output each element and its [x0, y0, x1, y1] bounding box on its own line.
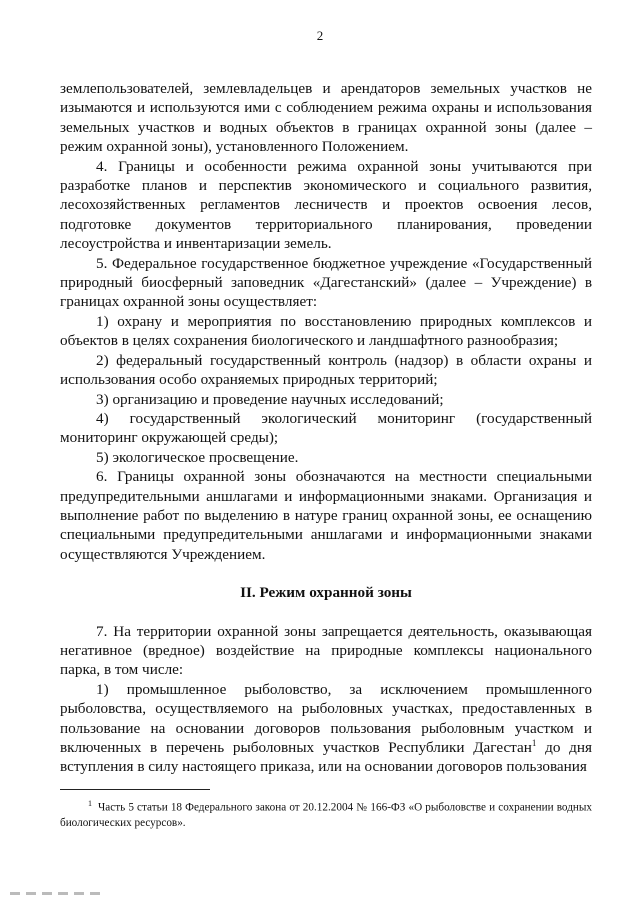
paragraph: 5. Федеральное государственное бюджетное учреждение «Государственный природный биосферный заповедник «Дагестанский» (далее – Учреждение) в границах охранной зоны осуществляет:	[60, 254, 592, 311]
list-item: 4) государственный экологический мониторинг (государственный мониторинг окружающей среды);	[60, 409, 592, 447]
list-item	[60, 680, 592, 777]
paragraph: 4. Границы и особенности режима охранной зоны учитываются при разработке планов и перспектив экономического и социального развития, лесохозяйственных регламентов лесничеств и проектов освоения лесов, подготовке документов территориального планирования, проведении лесоустройства и инвентаризации земель.	[60, 157, 592, 253]
list-item: 3) организацию и проведение научных исследований;	[96, 390, 444, 408]
paragraph: землепользователей, землевладельцев и арендаторов земельных участков не изымаются и используются ими с соблюдением режима охраны и использования земельных участков и водных объектов в границах охранной зоны (далее – режим охранной зоны), установленного Положением.	[60, 80, 592, 156]
footnote	[60, 796, 592, 831]
footnote-text: Часть 5 статьи 18 Федерального закона от 20.12.2004 № 166-ФЗ «О рыболовстве и сохранении водных биологических ресурсов».	[60, 801, 592, 829]
list-item-text: 1) промышленное рыболовство, за исключением промышленного рыболовства, осуществляемого на рыболовных участках, предоставленных в пользование на основании договоров пользования рыболовным участком и включенных в перечень рыболовных участков Республики Дагестан	[60, 680, 592, 756]
scan-artifact	[10, 892, 100, 895]
footnote-mark: 1	[88, 799, 92, 808]
section-title: II. Режим охранной зоны	[240, 584, 412, 602]
body-text	[60, 79, 592, 777]
footnote-separator	[60, 789, 210, 790]
page-number: 2	[316, 28, 324, 43]
list-item: 5) экологическое просвещение.	[96, 448, 299, 466]
paragraph: 6. Границы охранной зоны обозначаются на местности специальными предупредительными аншлагами и информационными знаками. Организация и выполнение работ по выделению в натуре границ охранной зоны, ее оснащению специальными предупредительными аншлагами и информационными знаками осуществляются Учреждением.	[60, 468, 592, 563]
footnote-reference[interactable]: 1	[531, 737, 537, 748]
list-item-text-continued: до дня вступления в силу настоящего приказа, или на основании договоров пользования	[60, 739, 592, 776]
paragraph: 7. На территории охранной зоны запрещается деятельность, оказывающая негативное (вредное) воздействие на природные комплексы национального парка, в том числе:	[60, 622, 592, 679]
list-item: 2) федеральный государственный контроль (надзор) в области охраны и использования особо охраняемых природных территорий;	[60, 351, 592, 389]
list-item: 1) охрану и мероприятия по восстановлению природных комплексов и объектов в целях сохранения биологического и ландшафтного разнообразия;	[60, 312, 592, 350]
